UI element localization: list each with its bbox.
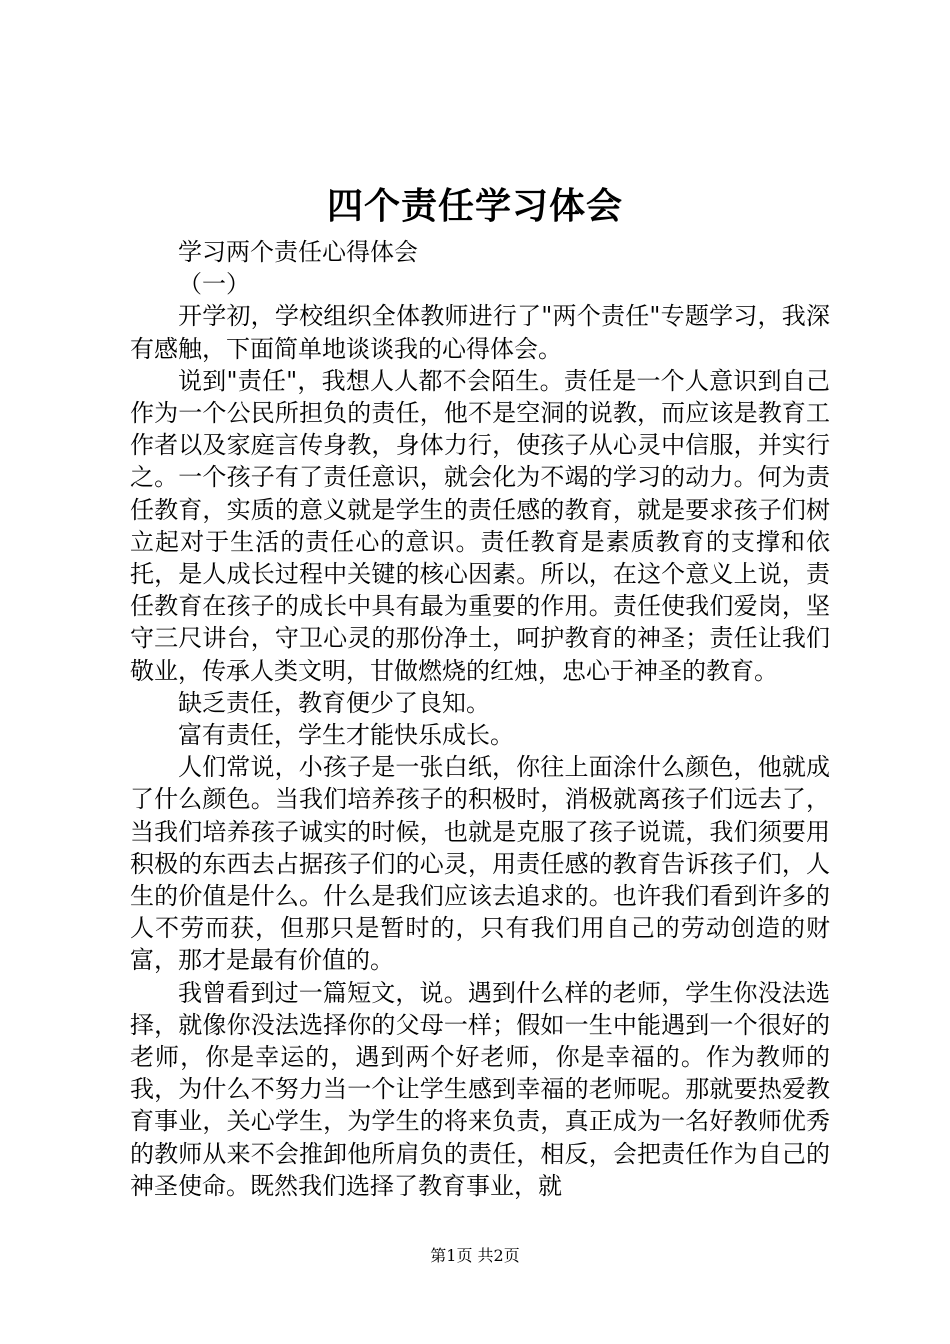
document-body: [130, 236, 830, 1202]
document-title: 四个责任学习体会: [326, 185, 623, 227]
paragraph: 说到"责任"，我想人人都不会陌生。责任是一个人意识到自己作为一个公民所担负的责任，他不是空洞的说教，而应该是教育工作者以及家庭言传身教，身体力行，使孩子从心灵中信服，并实行之。一个孩子有了责任意识，就会化为不竭的学习的动力。何为责任教育，实质的意义就是学生的责任感的教育，就是要求孩子们树立起对于生活的责任心的意识。责任教育是素质教育的支撑和依托，是人成长过程中关键的核心因素。所以，在这个意义上说，责任教育在孩子的成长中具有最为重要的作用。责任使我们爱岗，坚守三尺讲台，守卫心灵的那份净土，呵护教育的神圣；责任让我们敬业，传承人类文明，甘做燃烧的红烛，忠心于神圣的教育。: [130, 366, 830, 685]
paragraph: 缺乏责任，教育便少了良知。: [178, 688, 490, 717]
paragraph-section-number: （一）: [178, 270, 250, 299]
paragraph: 人们常说，小孩子是一张白纸，你往上面涂什么颜色，他就成了什么颜色。当我们培养孩子的积极时，消极就离孩子们远去了，当我们培养孩子诚实的时候，也就是克服了孩子说谎，我们须要用积极的东西去占据孩子们的心灵，用责任感的教育告诉孩子们，人生的价值是什么。什么是我们应该去追求的。也许我们看到许多的人不劳而获，但那只是暂时的，只有我们用自己的劳动创造的财富，那才是最有价值的。: [130, 753, 830, 975]
paragraph: 开学初，学校组织全体教师进行了"两个责任"专题学习，我深有感触，下面简单地谈谈我的心得体会。: [130, 302, 830, 363]
page-number-footer: 第1页 共2页: [430, 1246, 520, 1265]
paragraph-subtitle: 学习两个责任心得体会: [178, 238, 418, 266]
paragraph: 我曾看到过一篇短文，说。遇到什么样的老师，学生你没法选择，就像你没法选择你的父母一样；假如一生中能遇到一个很好的老师，你是幸运的，遇到两个好老师，你是幸福的。作为教师的我，为什么不努力当一个让学生感到幸福的老师呢。那就要热爱教育事业，关心学生，为学生的将来负责，真正成为一名好教师优秀的教师从来不会推卸他所肩负的责任，相反，会把责任作为自己的神圣使命。既然我们选择了教育事业，就: [130, 978, 830, 1200]
paragraph: 富有责任，学生才能快乐成长。: [178, 721, 514, 750]
